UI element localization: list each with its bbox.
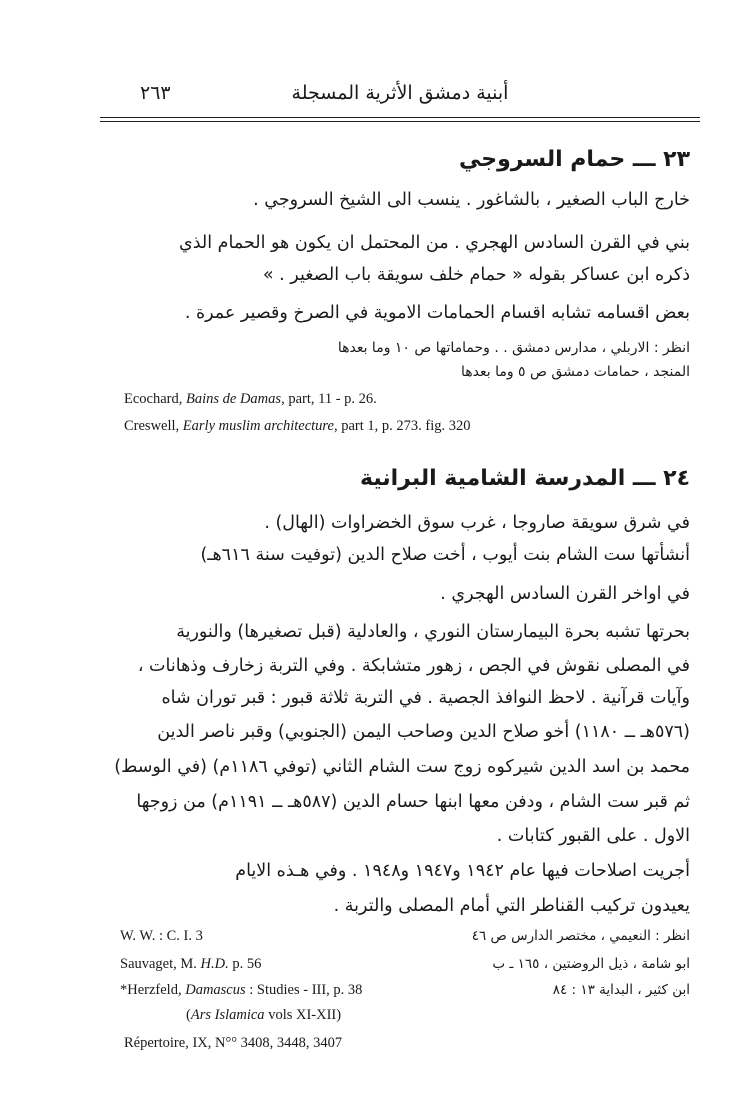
ref-rest: , part 1, p. 273. fig. 320 bbox=[333, 418, 471, 434]
ref-latin: Sauvaget, M. H.D. p. 56 bbox=[120, 956, 262, 972]
ref-arabic: ابن كثير ، البداية ١٣ : ٨٤ bbox=[552, 982, 690, 998]
ref-latin: Répertoire, IX, N°° 3408, 3448, 3407 bbox=[124, 1035, 343, 1051]
entry-23-line: ذكره ابن عساكر بقوله « حمام خلف سويقة باب الصغير . » bbox=[262, 265, 690, 285]
entry-24-ref-row bbox=[120, 982, 690, 1006]
entry-24-ref-row bbox=[120, 928, 690, 952]
ref-work: Bains de Damas bbox=[186, 391, 282, 407]
entry-23-ref-lat bbox=[124, 391, 377, 408]
entry-24-ref-row bbox=[120, 956, 690, 980]
entry-24-line: في اواخر القرن السادس الهجري . bbox=[440, 584, 690, 604]
entry-24-line: ثم قبر ست الشام ، ودفن معها ابنها حسام الدين (٥٨٧هـ ــ ١١٩١م) من زوجها bbox=[136, 792, 690, 812]
entry-24-line: (٥٧٦هـ ــ ١١٨٠) أخو صلاح الدين وصاحب اليمن (الجنوبي) وقبر ناصر الدين bbox=[157, 722, 690, 742]
entry-24-title: ٢٤ ـــ المدرسة الشامية البرانية bbox=[360, 466, 690, 491]
entry-23-ref-lat bbox=[124, 418, 470, 435]
entry-24-line: محمد بن اسد الدين شيركوه زوج ست الشام الثاني (توفي ١١٨٦م) (في الوسط) bbox=[114, 757, 690, 777]
ref-arabic: انظر : النعيمي ، مختصر الدارس ص ٤٦ bbox=[471, 928, 690, 944]
entry-23-ref-ar: المنجد ، حمامات دمشق ص ٥ وما بعدها bbox=[460, 364, 690, 380]
entry-24-line: في شرق سويقة صاروجا ، غرب سوق الخضراوات (الهال) . bbox=[264, 513, 690, 533]
entry-23-line: خارج الباب الصغير ، بالشاغور . ينسب الى الشيخ السروجي . bbox=[253, 190, 690, 210]
page-number: ٢٦٣ bbox=[140, 82, 171, 104]
ref-arabic: ابو شامة ، ذيل الروضتين ، ١٦٥ ـ ب bbox=[492, 956, 690, 972]
entry-23-line: بعض اقسامه تشابه اقسام الحمامات الاموية في الصرخ وقصير عمرة . bbox=[184, 303, 690, 323]
entry-24-line: أجريت اصلاحات فيها عام ١٩٤٢ و١٩٤٧ و١٩٤٨ . وفي هـذه الايام bbox=[235, 861, 690, 881]
entry-24-line: أنشأتها ست الشام بنت أيوب ، أخت صلاح الدين (توفيت سنة ٦١٦هـ) bbox=[200, 545, 690, 565]
ref-latin: (Ars Islamica vols XI-XII) bbox=[186, 1007, 342, 1023]
ref-author: Ecochard, bbox=[124, 391, 186, 407]
entry-23-ref-ar: انظر : الاربلي ، مدارس دمشق . . وحماماتها ص ١٠ وما بعدها bbox=[337, 340, 690, 356]
entry-24-line: الاول . على القبور كتابات . bbox=[496, 826, 690, 846]
entry-24-line: يعيدون تركيب القناطر التي أمام المصلى والتربة . bbox=[333, 896, 690, 916]
running-title: أبنية دمشق الأثرية المسجلة bbox=[291, 82, 509, 104]
header-rule bbox=[100, 117, 700, 118]
ref-author: Creswell, bbox=[124, 418, 183, 434]
page-header bbox=[100, 82, 700, 116]
entry-23-line: بني في القرن السادس الهجري . من المحتمل ان يكون هو الحمام الذي bbox=[179, 233, 690, 253]
header-rule-thin bbox=[100, 121, 700, 122]
entry-24-ref-row bbox=[186, 1007, 690, 1031]
entry-24-ref-row bbox=[124, 1035, 690, 1059]
entry-23-title: ٢٣ ـــ حمام السروجي bbox=[458, 147, 690, 172]
entry-24-line: بحرتها تشبه بحرة البيمارستان النوري ، والعادلية (قبل تصغيرها) والنورية bbox=[176, 622, 690, 642]
ref-rest: , part, 11 - p. 26. bbox=[281, 391, 377, 407]
ref-latin: W. W. : C. I. 3 bbox=[120, 928, 203, 944]
entry-24-line: في المصلى نقوش في الجص ، زهور متشابكة . وفي التربة زخارف وذهانات ، bbox=[137, 656, 690, 676]
entry-24-line: وآيات قرآنية . لاحظ النوافذ الجصية . في التربة ثلاثة قبور : قبر توران شاه bbox=[161, 688, 690, 708]
ref-latin: *Herzfeld, Damascus : Studies - III, p. 38 bbox=[120, 982, 363, 998]
ref-work: Early muslim architecture bbox=[182, 418, 334, 434]
